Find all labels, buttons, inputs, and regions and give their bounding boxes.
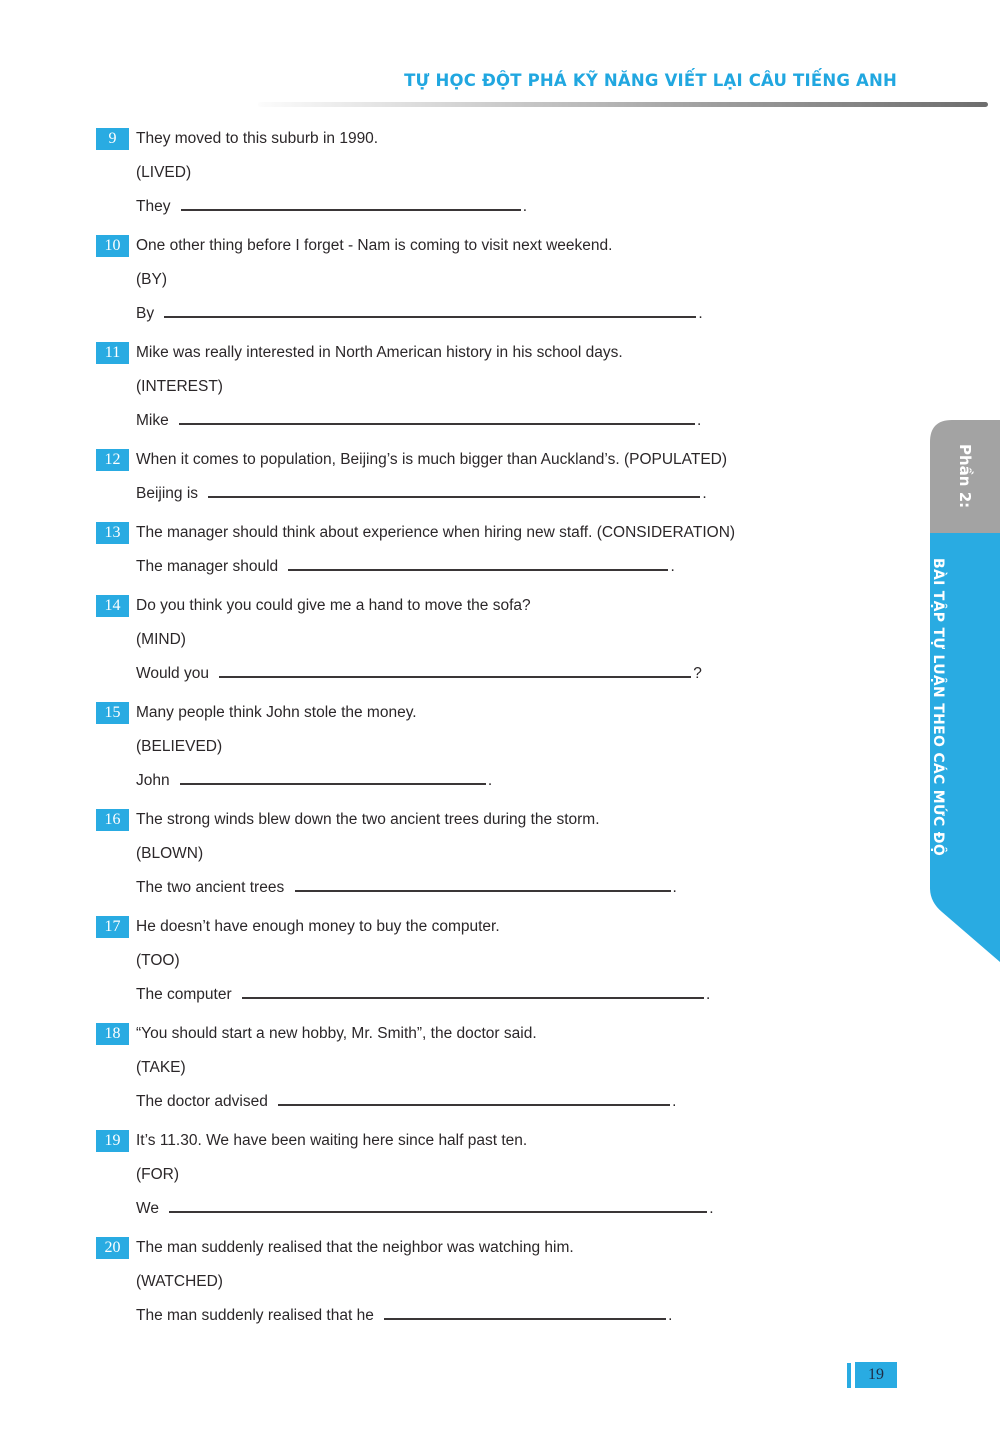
item-end-punctuation: ? — [693, 665, 702, 682]
item-hint: (BY) — [136, 271, 167, 288]
item-stem: Mike — [136, 412, 174, 429]
item-end-punctuation: . — [487, 772, 493, 789]
exercise-item — [96, 516, 856, 584]
item-number-badge: 14 — [96, 595, 129, 617]
item-number-badge: 16 — [96, 809, 129, 831]
answer-blank-line — [219, 662, 691, 678]
exercise-item — [96, 696, 856, 798]
answer-blank-line — [278, 1090, 670, 1106]
item-number-badge: 13 — [96, 522, 129, 544]
item-hint: (MIND) — [136, 631, 186, 648]
item-sentence: Do you think you could give me a hand to move the sofa? — [136, 597, 531, 614]
page-number: 19 — [868, 1366, 884, 1383]
item-hint: (FOR) — [136, 1166, 180, 1183]
item-end-punctuation: . — [709, 1200, 714, 1217]
tab-part-label-wrap — [930, 420, 1000, 533]
exercise-list — [96, 122, 856, 1338]
item-number-badge: 10 — [96, 235, 129, 257]
exercise-item — [96, 1017, 856, 1119]
item-hint: (INTEREST) — [136, 378, 223, 395]
tab-section-label-wrap — [930, 533, 1000, 863]
item-stem: By — [136, 305, 159, 322]
item-number-badge: 20 — [96, 1237, 129, 1259]
item-number-badge: 9 — [96, 128, 129, 150]
answer-blank-line — [295, 876, 671, 892]
answer-blank-line — [180, 769, 486, 785]
item-number-badge: 17 — [96, 916, 129, 938]
item-number-badge: 15 — [96, 702, 129, 724]
item-end-punctuation: . — [697, 412, 702, 429]
item-sentence: The man suddenly realised that the neighbor was watching him. — [136, 1239, 574, 1256]
page-number-accent-bar — [847, 1363, 851, 1388]
item-hint: (BLOWN) — [136, 845, 204, 862]
item-number-badge: 12 — [96, 449, 129, 471]
header-divider-rule — [258, 102, 988, 107]
item-stem: The manager should — [136, 558, 283, 575]
exercise-item — [96, 803, 856, 905]
item-hint: (BELIEVED) — [136, 738, 223, 755]
item-end-punctuation: . — [698, 305, 703, 322]
item-end-punctuation: . — [702, 485, 707, 502]
answer-blank-line — [288, 555, 668, 571]
item-hint: (TOO) — [136, 952, 180, 969]
item-end-punctuation: . — [668, 1307, 673, 1324]
item-stem: The two ancient trees — [136, 879, 289, 896]
answer-blank-line — [384, 1304, 666, 1320]
exercise-item — [96, 1124, 856, 1226]
item-sentence: He doesn’t have enough money to buy the computer. — [136, 918, 500, 935]
item-sentence: “You should start a new hobby, Mr. Smith”, the doctor said. — [136, 1025, 537, 1042]
item-end-punctuation: . — [705, 986, 711, 1003]
item-sentence: The manager should think about experience when hiring new staff. (CONSIDERATION) — [136, 524, 736, 541]
answer-blank-line — [242, 983, 704, 999]
answer-blank-line — [169, 1197, 707, 1213]
answer-blank-line — [164, 302, 696, 318]
item-number-badge: 11 — [96, 342, 129, 364]
item-end-punctuation: . — [672, 879, 677, 896]
item-sentence: Many people think John stole the money. — [136, 704, 417, 721]
item-number-badge: 19 — [96, 1130, 129, 1152]
item-sentence: They moved to this suburb in 1990. — [136, 130, 379, 147]
item-stem: The doctor advised — [136, 1093, 273, 1110]
answer-blank-line — [208, 482, 700, 498]
exercise-item — [96, 443, 856, 511]
item-stem: The man suddenly realised that he — [136, 1307, 379, 1324]
item-sentence: One other thing before I forget - Nam is coming to visit next weekend. — [136, 237, 613, 254]
item-end-punctuation: . — [522, 198, 528, 215]
exercise-item — [96, 336, 856, 438]
page-header-title: TỰ HỌC ĐỘT PHÁ KỸ NĂNG VIẾT LẠI CÂU TIẾNG ANH — [404, 71, 897, 90]
item-stem: They — [136, 198, 175, 215]
item-sentence: When it comes to population, Beijing’s is much bigger than Auckland’s. (POPULATED) — [136, 451, 728, 468]
item-stem: Beijing is — [136, 485, 203, 502]
tab-part-label: Phần 2: — [956, 444, 974, 509]
answer-blank-line — [181, 195, 521, 211]
item-stem: Would you — [136, 665, 214, 682]
exercise-item — [96, 589, 856, 691]
exercise-item — [96, 910, 856, 1012]
page-number-badge — [855, 1362, 897, 1388]
item-sentence: Mike was really interested in North American history in his school days. — [136, 344, 623, 361]
tab-section-label: BÀI TẬP TỰ LUẬN THEO CÁC MỨC ĐỘ — [930, 557, 946, 856]
item-number-badge: 18 — [96, 1023, 129, 1045]
item-sentence: It’s 11.30. We have been waiting here since half past ten. — [136, 1132, 528, 1149]
exercise-item — [96, 122, 856, 224]
item-stem: The computer — [136, 986, 236, 1003]
item-stem: John — [136, 772, 174, 789]
item-hint: (LIVED) — [136, 164, 192, 181]
exercise-item — [96, 229, 856, 331]
item-stem: We — [136, 1200, 164, 1217]
item-end-punctuation: . — [672, 1093, 677, 1110]
item-hint: (TAKE) — [136, 1059, 186, 1076]
item-hint: (WATCHED) — [136, 1273, 223, 1290]
exercise-item — [96, 1231, 856, 1333]
item-sentence: The strong winds blew down the two ancient trees during the storm. — [136, 811, 600, 828]
item-end-punctuation: . — [670, 558, 675, 575]
answer-blank-line — [179, 409, 695, 425]
